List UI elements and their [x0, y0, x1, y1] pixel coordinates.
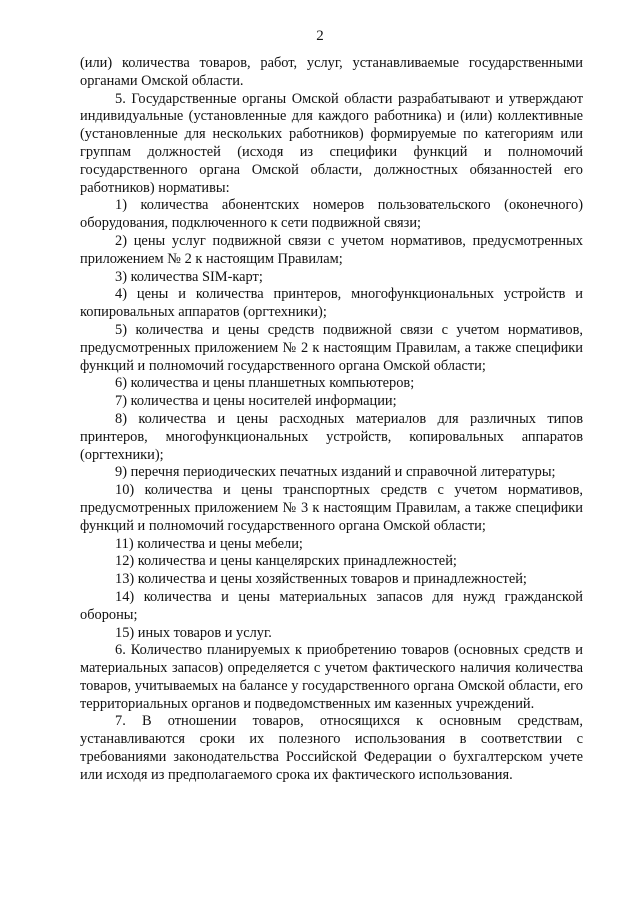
list-item-1: 1) количества абонентских номеров пользовательского (оконечного) оборудования, подключенного к сети подвижной связи; — [80, 197, 583, 232]
list-item-11: 11) количества и цены мебели; — [115, 535, 303, 552]
list-item-14: 14) количества и цены материальных запасов для нужд гражданской обороны; — [80, 588, 583, 623]
document-body — [80, 55, 583, 785]
list-item-13: 13) количества и цены хозяйственных товаров и принадлежностей; — [115, 571, 527, 588]
list-item-4: 4) цены и количества принтеров, многофункциональных устройств и копировальных аппаратов (оргтехники); — [80, 286, 583, 321]
paragraph-item-7: 7. В отношении товаров, относящихся к основным средствам, устанавливаются сроки их полезного использования в соответствии с требованиями законодательства Российской Федерации о бухгалтерском учете или исходя из предполагаемого срока их фактического использования. — [80, 713, 583, 783]
list-item-12: 12) количества и цены канцелярских принадлежностей; — [115, 553, 457, 570]
paragraph-item-6: 6. Количество планируемых к приобретению товаров (основных средств и материальных запасов) определяется с учетом фактического наличия количества товаров, учитываемых на балансе у государственного органа Омской области, его территориальных органов и подведомственных им казенных учреждений. — [80, 642, 583, 712]
paragraph-item-5: 5. Государственные органы Омской области разрабатывают и утверждают индивидуальные (установленные для каждого работника) и (или) коллективные (установленные для нескольких работников) формируемые по категориям или группам должностей (исходя из специфики функций и полномочий государственного органа Омской области, должностных обязанностей его работников) нормативы: — [80, 90, 583, 196]
list-item-9: 9) перечня периодических печатных изданий и справочной литературы; — [115, 464, 556, 481]
list-item-8: 8) количества и цены расходных материалов для различных типов принтеров, многофункциональных устройств, копировальных аппаратов (оргтехники); — [80, 410, 583, 463]
list-item-7: 7) количества и цены носителей информации; — [115, 393, 397, 410]
list-item-5: 5) количества и цены средств подвижной связи с учетом нормативов, предусмотренных приложением № 2 к настоящим Правилам, а также специфики функций и полномочий государственного органа Омской области; — [80, 321, 583, 374]
list-item-6: 6) количества и цены планшетных компьютеров; — [115, 375, 415, 392]
page-number: 2 — [316, 28, 324, 44]
list-item-2: 2) цены услуг подвижной связи с учетом нормативов, предусмотренных приложением № 2 к настоящим Правилам; — [80, 232, 583, 267]
list-item-3: 3) количества SIM-карт; — [115, 268, 263, 285]
paragraph-continuation: (или) количества товаров, работ, услуг, устанавливаемые государственными органами Омской области. — [80, 55, 583, 89]
list-item-10: 10) количества и цены транспортных средств с учетом нормативов, предусмотренных приложением № 3 к настоящим Правилам, а также специфики функций и полномочий государственного органа Омской области; — [80, 482, 583, 534]
list-item-15: 15) иных товаров и услуг. — [115, 624, 272, 641]
